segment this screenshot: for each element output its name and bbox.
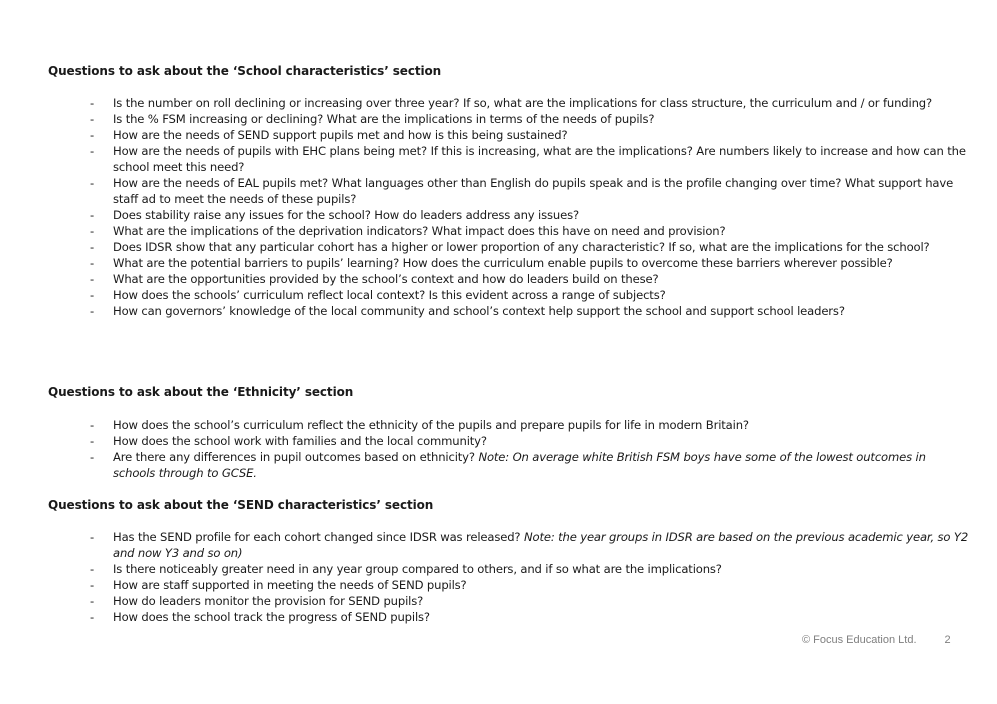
- list-item: - How are staff supported in meeting the needs of SEND pupils?: [90, 578, 467, 592]
- list-item: - How are the needs of SEND support pupils met and how is this being sustained?: [90, 128, 568, 142]
- section-heading-school-characteristics: Questions to ask about the ‘School characteristics’ section: [48, 64, 442, 78]
- list-item: - How does the schools’ curriculum reflect local context? Is this evident across a range of subjects?: [90, 288, 666, 302]
- ethnicity-list: [90, 417, 970, 481]
- list-item: - Is the number on roll declining or increasing over three year? If so, what are the implications for class structure, the curriculum and / or funding?: [90, 96, 932, 110]
- school-characteristics-list: [90, 95, 970, 319]
- list-item: - Are there any differences in pupil outcomes based on ethnicity? Note: On average white British FSM boys have some of the lowest outcomes in schools through to GCSE.: [90, 450, 926, 480]
- list-item: - What are the implications of the deprivation indicators? What impact does this have on need and provision?: [90, 224, 726, 238]
- list-item: - How can governors’ knowledge of the local community and school’s context help support the school and support school leaders?: [90, 304, 845, 318]
- list-item: - How does the school track the progress of SEND pupils?: [90, 610, 430, 624]
- send-characteristics-list: [90, 529, 970, 625]
- list-item: - How do leaders monitor the provision for SEND pupils?: [90, 594, 424, 608]
- note-text: Note: On average white British FSM boys have some of the lowest outcomes in schools through to GCSE.: [113, 450, 926, 480]
- list-item: - What are the potential barriers to pupils’ learning? How does the curriculum enable pupils to overcome these barriers wherever possible?: [90, 256, 893, 270]
- list-item: - Is the % FSM increasing or declining? What are the implications in terms of the needs of pupils?: [90, 112, 655, 126]
- page-number: 2: [944, 634, 951, 646]
- page-footer: [802, 632, 951, 648]
- copyright-text: © Focus Education Ltd.: [802, 634, 917, 646]
- list-item: - How does the school work with families and the local community?: [90, 434, 487, 448]
- list-item: - How are the needs of EAL pupils met? What languages other than English do pupils speak and is the profile changing over time? What support have staff ad to meet the needs of these pupils?: [90, 176, 954, 206]
- list-item: - Does stability raise any issues for the school? How do leaders address any issues?: [90, 208, 579, 222]
- list-item: - How are the needs of pupils with EHC plans being met? If this is increasing, what are the implications? Are numbers likely to increase and how can the school meet this need?: [90, 144, 966, 174]
- list-item: - Has the SEND profile for each cohort changed since IDSR was released? Note: the year groups in IDSR are based on the previous academic year, so Y2 and now Y3 and so on): [90, 530, 969, 560]
- section-heading-ethnicity: Questions to ask about the ‘Ethnicity’ section: [48, 385, 354, 399]
- list-item: - What are the opportunities provided by the school’s context and how do leaders build on these?: [90, 272, 659, 286]
- list-item: - How does the school’s curriculum reflect the ethnicity of the pupils and prepare pupils for life in modern Britain?: [90, 418, 749, 432]
- note-text: Note: the year groups in IDSR are based on the previous academic year, so Y2 and now Y3 and so on): [113, 530, 969, 560]
- list-item: - Does IDSR show that any particular cohort has a higher or lower proportion of any characteristic? If so, what are the implications for the school?: [90, 240, 930, 254]
- section-heading-send-characteristics: Questions to ask about the ‘SEND characteristics’ section: [48, 498, 434, 512]
- list-item: - Is there noticeably greater need in any year group compared to others, and if so what are the implications?: [90, 562, 722, 576]
